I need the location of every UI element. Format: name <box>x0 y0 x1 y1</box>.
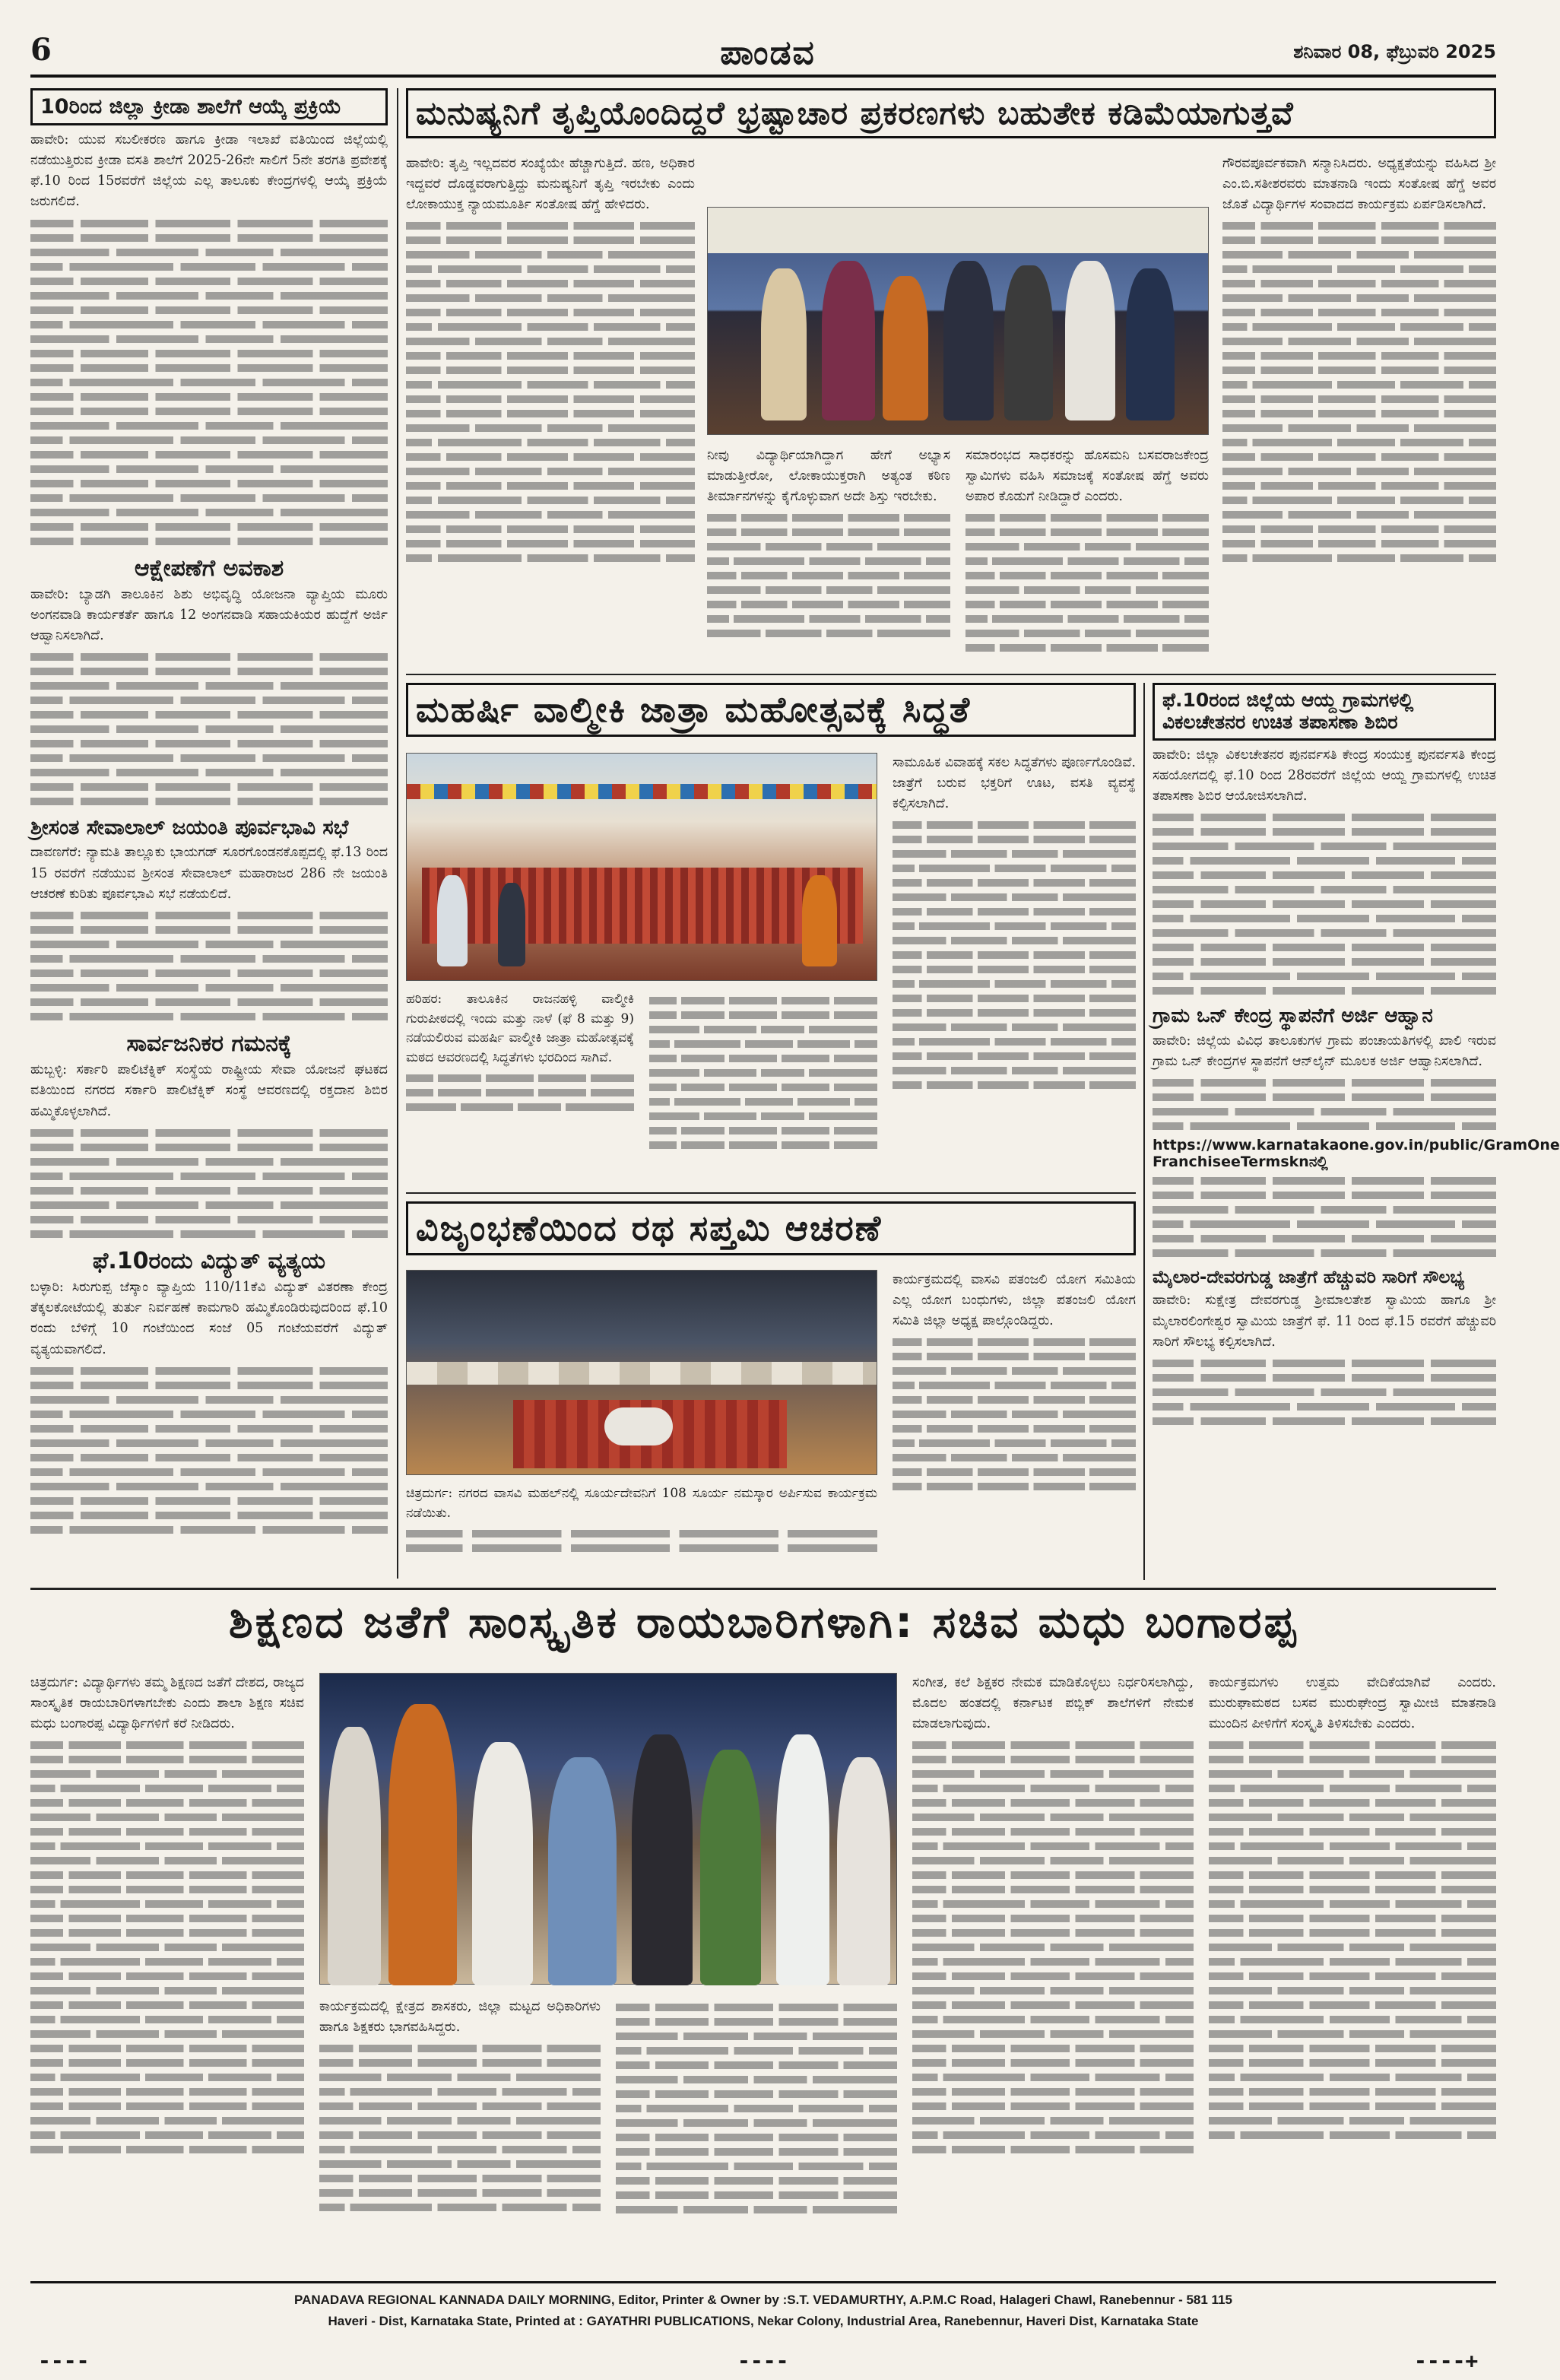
lead-body <box>1209 1741 1496 2139</box>
story-headline: ಮೈಲಾರ-ದೇವರಗುಡ್ಡ ಜಾತ್ರೆಗೆ ಹೆಚ್ಚುವರಿ ಸಾರಿಗೆ ಸೌಲಭ್ಯ <box>1153 1268 1465 1288</box>
top-story-photo <box>707 207 1209 435</box>
rathasaptami-story <box>406 1201 1136 1582</box>
story-body <box>1153 814 1496 995</box>
story-lead: ಹಾವೇರಿ: ಸುಕ್ಷೇತ್ರ ದೇವರಗುಡ್ಡ ಶ್ರೀಮಾಲತೇಶ ಸ್ವಾಮಿಯ ಹಾಗೂ ಶ್ರೀ ಮೈಲಾರಲಿಂಗೇಶ್ವರ ಸ್ವಾಮಿಯ ಜಾತ್ರೆಗೆ ಫೆ. 11 ರಿಂದ ಫೆ.15 ರವರೆಗೆ ಹೆಚ್ಚುವರಿ ಸಾರಿಗೆ ಸೌಲಭ್ಯ ಕಲ್ಪಿಸಲಾಗಿದೆ. <box>1153 1293 1496 1350</box>
section-rule <box>406 1192 1136 1194</box>
lead-body <box>912 1741 1194 2153</box>
section-rule <box>30 1588 1496 1590</box>
lead-col-c <box>912 1673 1194 2274</box>
right-column <box>1153 683 1560 1580</box>
top-story <box>406 88 1496 666</box>
lead-body <box>30 1741 304 2153</box>
story-headline: ಸಾರ್ವಜನಿಕರ ಗಮನಕ್ಕೆ <box>126 1030 292 1057</box>
lead-para: ಚಿತ್ರದುರ್ಗ: ವಿದ್ಯಾರ್ಥಿಗಳು ತಮ್ಮ ಶಿಕ್ಷಣದ ಜತೆಗೆ ದೇಶದ, ರಾಜ್ಯದ ಸಾಂಸ್ಕೃತಿಕ ರಾಯಬಾರಿಗಳಾಗಬೇಕು ಎಂದು ಶಾಲಾ ಶಿಕ್ಷಣ ಸಚಿವ ಮಧು ಬಂಗಾರಪ್ಪ ವಿದ್ಯಾರ್ಥಿಗಳಿಗೆ ಕರೆ ನೀಡಿದರು. <box>30 1675 304 1732</box>
issue-date: ಶನಿವಾರ 08, ಫೆಬ್ರುವರಿ 2025 <box>1293 41 1496 62</box>
imprint-line: Haveri - Dist, Karnataka State, Printed at : GAYATHRI PUBLICATIONS, Nekar Colony, Industrial Area, Ranebennur, Haveri Dist, Karnataka State <box>328 2314 1199 2328</box>
valmiki-para: ಸಾಮೂಹಿಕ ವಿವಾಹಕ್ಕೆ ಸಕಲ ಸಿದ್ಧತೆಗಳು ಪೂರ್ಣಗೊಂಡಿವೆ. ಜಾತ್ರೆಗೆ ಬರುವ ಭಕ್ತರಿಗೆ ಊಟ, ವಸತಿ ವ್ಯವಸ್ಥೆ ಕಲ್ಪಿಸಲಾಗಿದೆ. <box>893 755 1136 812</box>
story-body <box>1153 1079 1496 1130</box>
story-body <box>30 1367 388 1534</box>
top-story-body <box>406 222 695 562</box>
rathasaptami-body <box>406 1530 877 1552</box>
valmiki-caption-col <box>406 990 634 1185</box>
masthead <box>30 30 1496 78</box>
page-number: 6 <box>30 32 52 68</box>
newspaper-page <box>30 30 1560 2373</box>
top-story-para: ಗೌರವಪೂರ್ವಕವಾಗಿ ಸನ್ಮಾನಿಸಿದರು. ಅಧ್ಯಕ್ಷತೆಯನ್ನು ವಹಿಸಿದ ಶ್ರೀ ಎಂ.ಬಿ.ಸತೀಶರವರು ಮಾತನಾಡಿ ಇಂದು ಸಂತೋಷ ಹೆಗ್ಡೆ ಅವರ ಜೊತೆ ವಿದ್ಯಾರ್ಥಿಗಳ ಸಂವಾದದ ಕಾರ್ಯಕ್ರಮ ಏರ್ಪಡಿಸಲಾಗಿದೆ. <box>1222 156 1496 213</box>
rathasaptami-photo <box>406 1270 877 1475</box>
story-headline: ಆಕ್ಷೇಪಣೆಗೆ ಅವಕಾಶ <box>134 554 284 582</box>
application-url[interactable]: https://www.karnatakaone.gov.in/public/GramOne FranchiseeTermsknನಲ್ಲಿ <box>1153 1137 1560 1171</box>
valmiki-body <box>893 821 1136 1089</box>
story-body <box>30 912 388 1020</box>
story-lead: ಬಳ್ಳಾರಿ: ಸಿರುಗುಪ್ಪ ಜೆಸ್ಕಾಂ ವ್ಯಾಪ್ತಿಯ 110/11ಕೆವಿ ವಿದ್ಯುತ್ ವಿತರಣಾ ಕೇಂದ್ರ ತೆಕ್ಕಲಕೋಟೆಯಲ್ಲಿ ತುರ್ತು ನಿರ್ವಹಣೆ ಕಾಮಗಾರಿ ಹಮ್ಮಿಕೊಂಡಿರುವುದರಿಂದ ಫೆ.10 ರಂದು ಬೆಳಿಗ್ಗೆ 10 ಗಂಟೆಯಿಂದ ಸಂಜೆ 05 ಗಂಟೆಯವರೆಗೆ ವಿದ್ಯುತ್ ವ್ಯತ್ಯಯವಾಗಲಿದೆ. <box>30 1280 388 1357</box>
lead-body <box>616 2004 897 2213</box>
valmiki-col-mid <box>649 990 877 1185</box>
story-body <box>30 1129 388 1238</box>
rathasaptami-caption: ಚಿತ್ರದುರ್ಗ: ನಗರದ ವಾಸವಿ ಮಹಲ್‌ನಲ್ಲಿ ಸೂರ್ಯದೇವನಿಗೆ 108 ಸೂರ್ಯ ನಮಸ್ಕಾರ ಅರ್ಪಿಸುವ ಕಾರ್ಯಕ್ರಮ ನಡೆಯಿತು. <box>406 1486 877 1521</box>
valmiki-caption: ಹರಿಹರ: ತಾಲೂಕಿನ ರಾಜನಹಳ್ಳಿ ವಾಲ್ಮೀಕಿ ಗುರುಪೀಠದಲ್ಲಿ ಇಂದು ಮತ್ತು ನಾಳೆ (ಫೆ 8 ಮತ್ತು 9) ನಡೆಯಲಿರುವ ಮಹರ್ಷಿ ವಾಲ್ಮೀಕಿ ಜಾತ್ರಾ ಮಹೋತ್ಸವಕ್ಕೆ ಮಠದ ಆವರಣದಲ್ಲಿ ಸಿದ್ಧತೆಗಳು ಭರದಿಂದ ಸಾಗಿವೆ. <box>406 992 634 1065</box>
top-story-body <box>965 514 1209 652</box>
registration-mark: ---- <box>737 2348 789 2373</box>
left-column <box>30 88 388 1579</box>
lead-body <box>319 2045 601 2211</box>
story-lead: ಹಾವೇರಿ: ಜಿಲ್ಲೆಯ ವಿವಿಧ ತಾಲೂಕುಗಳ ಗ್ರಾಮ ಪಂಚಾಯತಿಗಳಲ್ಲಿ ಖಾಲಿ ಇರುವ ಗ್ರಾಮ ಒನ್ ಕೇಂದ್ರಗಳ ಸ್ಥಾಪನೆಗೆ ಆನ್‌ಲೈನ್ ಮೂಲಕ ಅರ್ಜಿ ಆಹ್ವಾನಿಸಲಾಗಿದೆ. <box>1153 1033 1496 1069</box>
rathasaptami-caption-col <box>406 1484 877 1582</box>
top-story-body <box>707 514 950 637</box>
story-lead: ಹಾವೇರಿ: ಬ್ಯಾಡಗಿ ತಾಲೂಕಿನ ಶಿಶು ಅಭಿವೃದ್ಧಿ ಯೋಜನಾ ವ್ಯಾಪ್ತಿಯ ಮೂರು ಅಂಗನವಾಡಿ ಕಾರ್ಯಕರ್ತೆ ಹಾಗೂ 12 ಅಂಗನವಾಡಿ ಸಹಾಯಕಿಯರ ಹುದ್ದೆಗೆ ಅರ್ಜಿ ಆಹ್ವಾನಿಸಲಾಗಿದೆ. <box>30 587 388 644</box>
story-lead: ಹಾವೇರಿ: ಜಿಲ್ಲಾ ವಿಕಲಚೇತನರ ಪುನರ್ವಸತಿ ಕೇಂದ್ರ ಸಂಯುಕ್ತ ಪುನರ್ವಸತಿ ಕೇಂದ್ರ ಸಹಯೋಗದಲ್ಲಿ ಫೆ.10 ರಿಂದ 28ರವರೆಗೆ ಜಿಲ್ಲೆಯ ಆಯ್ದ ಗ್ರಾಮಗಳಲ್ಲಿ ಉಚಿತ ತಪಾಸಣಾ ಶಿಬಿರ ಆಯೋಜಿಸಲಾಗಿದೆ. <box>1153 747 1496 804</box>
lead-para: ಸಂಗೀತ, ಕಲೆ ಶಿಕ್ಷಕರ ನೇಮಕ ಮಾಡಿಕೊಳ್ಳಲು ನಿರ್ಧರಿಸಲಾಗಿದ್ದು, ಮೊದಲ ಹಂತದಲ್ಲಿ ಕರ್ನಾಟಕ ಪಬ್ಲಿಕ್ ಶಾಲೆಗಳಿಗೆ ನೇಮಕ ಮಾಡಲಾಗುವುದು. <box>912 1675 1194 1732</box>
top-story-body <box>1222 222 1496 562</box>
lead-para: ಕಾರ್ಯಕ್ರಮದಲ್ಲಿ ಕ್ಷೇತ್ರದ ಶಾಸಕರು, ಜಿಲ್ಲಾ ಮಟ್ಟದ ಅಧಿಕಾರಿಗಳು ಹಾಗೂ ಶಿಕ್ಷಕರು ಭಾಗವಹಿಸಿದ್ದರು. <box>319 1999 601 2036</box>
story-body <box>30 220 388 545</box>
story-lead: ಹಾವೇರಿ: ಯುವ ಸಬಲೀಕರಣ ಹಾಗೂ ಕ್ರೀಡಾ ಇಲಾಖೆ ವತಿಯಿಂದ ಜಿಲ್ಲೆಯಲ್ಲಿ ನಡೆಯುತ್ತಿರುವ ಕ್ರೀಡಾ ವಸತಿ ಶಾಲೆಗೆ 2025-26ನೇ ಸಾಲಿಗೆ 5ನೇ ತರಗತಿ ಪ್ರವೇಶಕ್ಕೆ ಫೆ.10 ರಿಂದ 15ರವರೆಗೆ ಜಿಲ್ಲೆಯ ಎಲ್ಲ ತಾಲೂಕು ಕೇಂದ್ರಗಳಲ್ಲಿ ಆಯ್ಕೆ ಪ್ರಕ್ರಿಯೆ ಜರುಗಲಿದೆ. <box>30 132 388 210</box>
valmiki-headline: ಮಹರ್ಷಿ ವಾಲ್ಮೀಕಿ ಜಾತ್ರಾ ಮಹೋತ್ಸವಕ್ಕೆ ಸಿದ್ಧತೆ <box>406 683 1136 737</box>
top-story-lead: ಹಾವೇರಿ: ತೃಪ್ತಿ ಇಲ್ಲದವರ ಸಂಖ್ಯೆಯೇ ಹೆಚ್ಚಾಗುತ್ತಿದೆ. ಹಣ, ಅಧಿಕಾರ ಇದ್ದವರೆ ದೊಡ್ಡವರಾಗುತ್ತಿದ್ದು ಮನುಷ್ಯನಿಗೆ ತೃಪ್ತಿ ಇರಬೇಕು ಎಂದು ಲೋಕಾಯುಕ್ತ ನ್ಯಾಯಮೂರ್ತಿ ಸಂತೋಷ ಹೆಗ್ಡೆ ಹೇಳಿದರು. <box>406 156 695 213</box>
lead-photo <box>319 1673 897 1985</box>
valmiki-body <box>649 997 877 1149</box>
story-lead: ಹುಬ್ಬಳ್ಳಿ: ಸರ್ಕಾರಿ ಪಾಲಿಟೆಕ್ನಿಕ್ ಸಂಸ್ಥೆಯ ರಾಷ್ಟ್ರೀಯ ಸೇವಾ ಯೋಜನೆ ಘಟಕದ ವತಿಯಿಂದ ನಗರದ ಸರ್ಕಾರಿ ಪಾಲಿಟೆಕ್ನಿಕ್ ಸಂಸ್ಥೆ ಆವರಣದಲ್ಲಿ ರಕ್ತದಾನ ಶಿಬಿರ ಹಮ್ಮಿಕೊಳ್ಳಲಾಗಿದೆ. <box>30 1062 388 1119</box>
story-lead: ದಾವಣಗೆರೆ: ನ್ಯಾಮತಿ ತಾಲ್ಲೂಕು ಭಾಯಗಡ್ ಸೂರಗೊಂಡನಕೊಪ್ಪದಲ್ಲಿ ಫೆ.13 ರಿಂದ 15 ರವರೆಗೆ ನಡೆಯುವ ಶ್ರೀಸಂತ ಸೇವಾಲಾಲ್ ಮಹಾರಾಜರ 286 ನೇ ಜಯಂತಿ ಆಚರಣೆ ಕುರಿತು ಪೂರ್ವಭಾವಿ ಸಭೆ ನಡೆಯಲಿದೆ. <box>30 845 388 902</box>
lead-col-a <box>30 1673 304 2274</box>
lead-story <box>30 1597 1496 2274</box>
top-story-col-a <box>406 154 695 663</box>
column-rule <box>1143 683 1145 1580</box>
column-rule <box>397 88 398 1579</box>
valmiki-photo <box>406 753 877 981</box>
imprint-footer <box>30 2281 1496 2350</box>
story-headline: ಶ್ರೀಸಂತ ಸೇವಾಲಾಲ್ ಜಯಂತಿ ಪೂರ್ವಭಾವಿ ಸಭೆ <box>30 816 349 840</box>
top-story-col-c <box>965 446 1209 666</box>
valmiki-body <box>406 1074 634 1111</box>
story-body <box>30 653 388 805</box>
rathasaptami-headline: ವಿಜೃಂಭಣೆಯಿಂದ ರಥ ಸಪ್ತಮಿ ಆಚರಣೆ <box>406 1201 1136 1255</box>
story-headline: ಫೆ.10ರಂದು ವಿದ್ಯುತ್ ವ್ಯತ್ಯಯ <box>92 1247 326 1274</box>
story-headline: 10ರಿಂದ ಜಿಲ್ಲಾ ಕ್ರೀಡಾ ಶಾಲೆಗೆ ಆಯ್ಕೆ ಪ್ರಕ್ರಿಯೆ <box>30 88 388 125</box>
rathasaptami-para: ಕಾರ್ಯಕ್ರಮದಲ್ಲಿ ವಾಸವಿ ಪತಂಜಲಿ ಯೋಗ ಸಮಿತಿಯ ಎಲ್ಲ ಯೋಗ ಬಂಧುಗಳು, ಜಿಲ್ಲಾ ಪತಂಜಲಿ ಯೋಗ ಸಮಿತಿ ಜಿಲ್ಲಾ ಅಧ್ಯಕ್ಷ ಪಾಲ್ಗೊಂಡಿದ್ದರು. <box>893 1272 1136 1329</box>
top-story-para: ಸಮಾರಂಭದ ಸಾಧಕರನ್ನು ಹೊಸಮನಿ ಬಸವರಾಜಕೇಂದ್ರ ಸ್ವಾಮಿಗಳು ವಹಿಸಿ ಸಮಾಜಕ್ಕೆ ಸಂತೋಷ ಹೆಗ್ಡೆ ಅವರು ಅಪಾರ ಕೊಡುಗೆ ನೀಡಿದ್ದಾರೆ ಎಂದರು. <box>965 448 1209 505</box>
registration-mark: ---- <box>38 2348 90 2373</box>
rathasaptami-col-b <box>893 1270 1136 1582</box>
lead-col-b2 <box>616 1997 897 2274</box>
rathasaptami-body <box>893 1338 1136 1490</box>
top-story-col-b <box>707 446 950 666</box>
top-story-headline: ಮನುಷ್ಯನಿಗೆ ತೃಪ್ತಿಯೊಂದಿದ್ದರೆ ಭ್ರಷ್ಟಾಚಾರ ಪ್ರಕರಣಗಳು ಬಹುತೇಕ ಕಡಿಮೆಯಾಗುತ್ತವೆ <box>406 88 1496 138</box>
lead-headline: ಶಿಕ್ಷಣದ ಜತೆಗೆ ಸಾಂಸ್ಕೃತಿಕ ರಾಯಬಾರಿಗಳಾಗಿ: ಸಚಿವ ಮಧು ಬಂಗಾರಪ್ಪ <box>228 1596 1298 1648</box>
lead-col-b <box>319 1997 601 2274</box>
paper-name: ಪಾಂಡವ <box>720 33 816 72</box>
story-body <box>1153 1177 1496 1257</box>
story-headline: ಗ್ರಾಮ ಒನ್ ಕೇಂದ್ರ ಸ್ಥಾಪನೆಗೆ ಅರ್ಜಿ ಆಹ್ವಾನ <box>1153 1004 1433 1027</box>
lead-col-d <box>1209 1673 1496 2274</box>
section-rule <box>406 674 1496 675</box>
top-story-para: ನೀವು ವಿದ್ಯಾರ್ಥಿಯಾಗಿದ್ದಾಗ ಹೇಗೆ ಅಭ್ಯಾಸ ಮಾಡುತ್ತೀರೋ, ಲೋಕಾಯುಕ್ತರಾಗಿ ಅತ್ಯಂತ ಕಠಿಣ ತೀರ್ಮಾನಗಳನ್ನು ಕೈಗೊಳ್ಳುವಾಗ ಅದೇ ಶಿಸ್ತು ಇರಬೇಕು. <box>707 448 950 505</box>
valmiki-story <box>406 683 1136 1185</box>
lead-para: ಕಾರ್ಯಕ್ರಮಗಳು ಉತ್ತಮ ವೇದಿಕೆಯಾಗಿವೆ ಎಂದರು. ಮುರುಘಾಮಠದ ಬಸವ ಮುರುಘೇಂದ್ರ ಸ್ವಾಮೀಜಿ ಮಾತನಾಡಿ ಮುಂದಿನ ಪೀಳಿಗೆಗೆ ಸಂಸ್ಕೃತಿ ತಿಳಿಸಬೇಕು ಎಂದರು. <box>1209 1675 1496 1732</box>
valmiki-col-b <box>893 753 1136 1185</box>
story-headline: ಫೆ.10ರಂದ ಜಿಲ್ಲೆಯ ಆಯ್ದ ಗ್ರಾಮಗಳಲ್ಲಿ ವಿಕಲಚೇತನರ ಉಚಿತ ತಪಾಸಣಾ ಶಿಬಿರ <box>1153 683 1496 741</box>
story-body <box>1153 1360 1496 1425</box>
imprint-line: PANADAVA REGIONAL KANNADA DAILY MORNING, Editor, Printer & Owner by :S.T. VEDAMURTHY, A.P.M.C Road, Halageri Chawl, Ranebennur - 581 115 <box>294 2293 1232 2307</box>
top-story-col-d <box>1222 154 1496 663</box>
registration-mark: ----+ <box>1414 2348 1479 2373</box>
